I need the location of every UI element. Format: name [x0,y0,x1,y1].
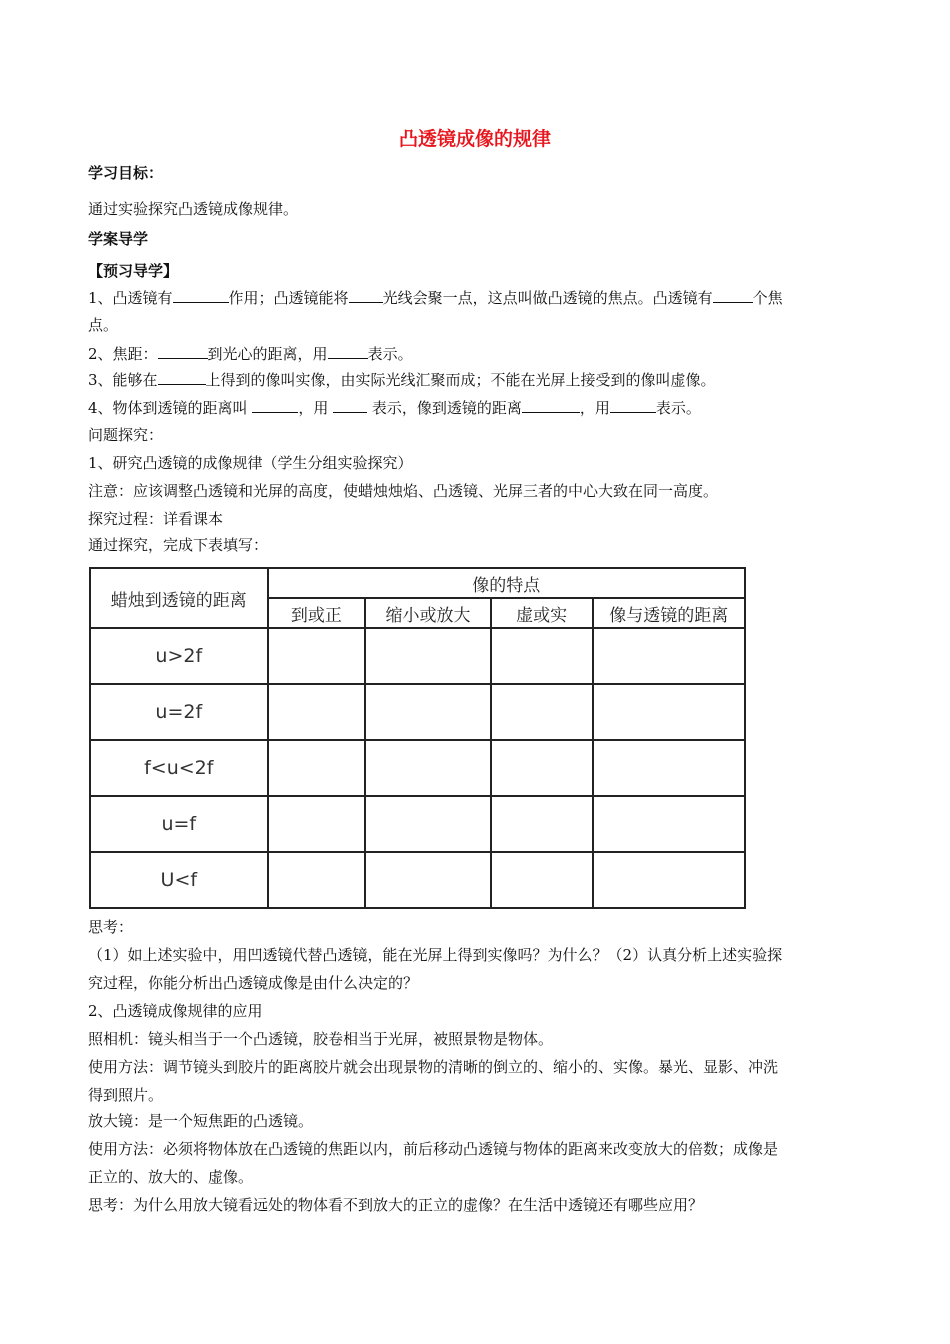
camera-text: 照相机：镜头相当于一个凸透镜，胶卷相当于光屏，被照景物是物体。 [88,1030,554,1048]
q4-text-c: 表示，像到透镜的距离 [367,399,522,417]
q1-blank-2[interactable] [349,288,383,303]
camera-usage-2: 得到照片。 [88,1086,164,1104]
magnifier-usage-1: 使用方法：必须将物体放在凸透镜的焦距以内，前后移动凸透镜与物体的距离来改变放大的倍数；成像是 [88,1140,779,1158]
answer-cell[interactable] [593,852,745,908]
explore-item-1: 1、研究凸透镜的成像规律（学生分组实验探究） [88,454,413,472]
q4-blank-4[interactable] [610,398,656,413]
answer-cell[interactable] [593,684,745,740]
condition-cell: u=2f [90,684,268,740]
col-header-cell: 虚或实 [491,598,593,628]
q2-blank-1[interactable] [158,344,208,359]
answer-cell[interactable] [365,796,491,852]
q2-text-b: 到光心的距离，用 [207,345,328,363]
q4-text-e: 表示。 [655,399,701,417]
think-text-1: （1）如上述实验中，用凹透镜代替凸透镜，能在光屏上得到实像吗？为什么？（2）认真分析上述实验探 [88,946,783,964]
q4-blank-1[interactable] [252,398,298,413]
col-header-cell: 缩小或放大 [365,598,491,628]
q1-text-a: 1、凸透镜有 [88,289,173,307]
q1-text-c: 光线会聚一点，这点叫做凸透镜的焦点。凸透镜有 [382,289,713,307]
condition-cell: u>2f [90,628,268,684]
q4-blank-3[interactable] [522,398,580,413]
final-think-text: 思考：为什么用放大镜看远处的物体看不到放大的正立的虚像？在生活中透镜还有哪些应用？ [88,1196,704,1214]
answer-cell[interactable] [365,684,491,740]
q2-text-a: 2、焦距： [88,345,158,363]
table-row [90,796,745,852]
magnifier-usage-2: 正立的、放大的、虚像。 [88,1168,254,1186]
q3-text-a: 3、能够在 [88,371,158,389]
q4-text-b: ，用 [298,399,334,417]
q1-blank-3[interactable] [713,288,753,303]
answer-cell[interactable] [268,740,366,796]
row-header-cell: 蜡烛到透镜的距离 [90,568,268,628]
question-4 [88,398,864,417]
condition-cell: U<f [90,852,268,908]
goal-heading: 学习目标： [88,164,164,182]
note-text: 注意：应该调整凸透镜和光屏的高度，使蜡烛烛焰、凸透镜、光屏三者的中心大致在同一高度。 [88,482,719,500]
preview-heading: 【预习导学】 [88,262,179,280]
guide-heading: 学案导学 [88,230,149,248]
results-table [89,567,746,909]
q4-blank-2[interactable] [333,398,367,413]
q2-text-c: 表示。 [367,345,413,363]
answer-cell[interactable] [268,684,366,740]
table-row [90,684,745,740]
think-text-2: 究过程，你能分析出凸透镜成像是由什么决定的？ [88,974,419,992]
answer-cell[interactable] [593,796,745,852]
think-heading: 思考： [88,918,134,936]
q2-blank-2[interactable] [328,344,368,359]
process-text: 探究过程：详看课本 [88,510,224,528]
answer-cell[interactable] [268,852,366,908]
q4-text-a: 4、物体到透镜的距离叫 [88,399,253,417]
goal-text: 通过实验探究凸透镜成像规律。 [88,200,299,218]
answer-cell[interactable] [593,740,745,796]
answer-cell[interactable] [365,852,491,908]
q1-text-d: 个焦 [752,289,783,307]
question-1-cont: 点。 [88,316,119,334]
table-row [90,628,745,684]
question-2 [88,344,864,363]
answer-cell[interactable] [365,628,491,684]
table-row [90,740,745,796]
page-title: 凸透镜成像的规律 [398,128,551,150]
col-header-cell: 到或正 [268,598,366,628]
answer-cell[interactable] [491,740,593,796]
q3-text-b: 上得到的像叫实像，由实际光线汇聚而成；不能在光屏上接受到的像叫虚像。 [205,371,716,389]
answer-cell[interactable] [491,628,593,684]
application-heading: 2、凸透镜成像规律的应用 [88,1002,263,1020]
q3-blank-1[interactable] [158,370,206,385]
camera-usage-1: 使用方法：调节镜头到胶片的距离胶片就会出现景物的清晰的倒立的、缩小的、实像。暴光、显影、冲洗 [88,1058,779,1076]
condition-cell: u=f [90,796,268,852]
table-row [90,852,745,908]
fill-table-text: 通过探究，完成下表填写： [88,536,269,554]
magnifier-text: 放大镜：是一个短焦距的凸透镜。 [88,1112,314,1130]
answer-cell[interactable] [593,628,745,684]
answer-cell[interactable] [491,796,593,852]
answer-cell[interactable] [268,628,366,684]
explore-heading: 问题探究： [88,426,164,444]
question-1 [88,288,864,307]
group-header-cell: 像的特点 [268,568,745,598]
col-header-cell: 像与透镜的距离 [593,598,745,628]
question-3 [88,370,864,389]
q4-text-d: ，用 [579,399,610,417]
q1-blank-1[interactable] [173,288,229,303]
answer-cell[interactable] [268,796,366,852]
condition-cell: f<u<2f [90,740,268,796]
answer-cell[interactable] [491,684,593,740]
answer-cell[interactable] [365,740,491,796]
answer-cell[interactable] [491,852,593,908]
q1-text-b: 作用；凸透镜能将 [228,289,349,307]
